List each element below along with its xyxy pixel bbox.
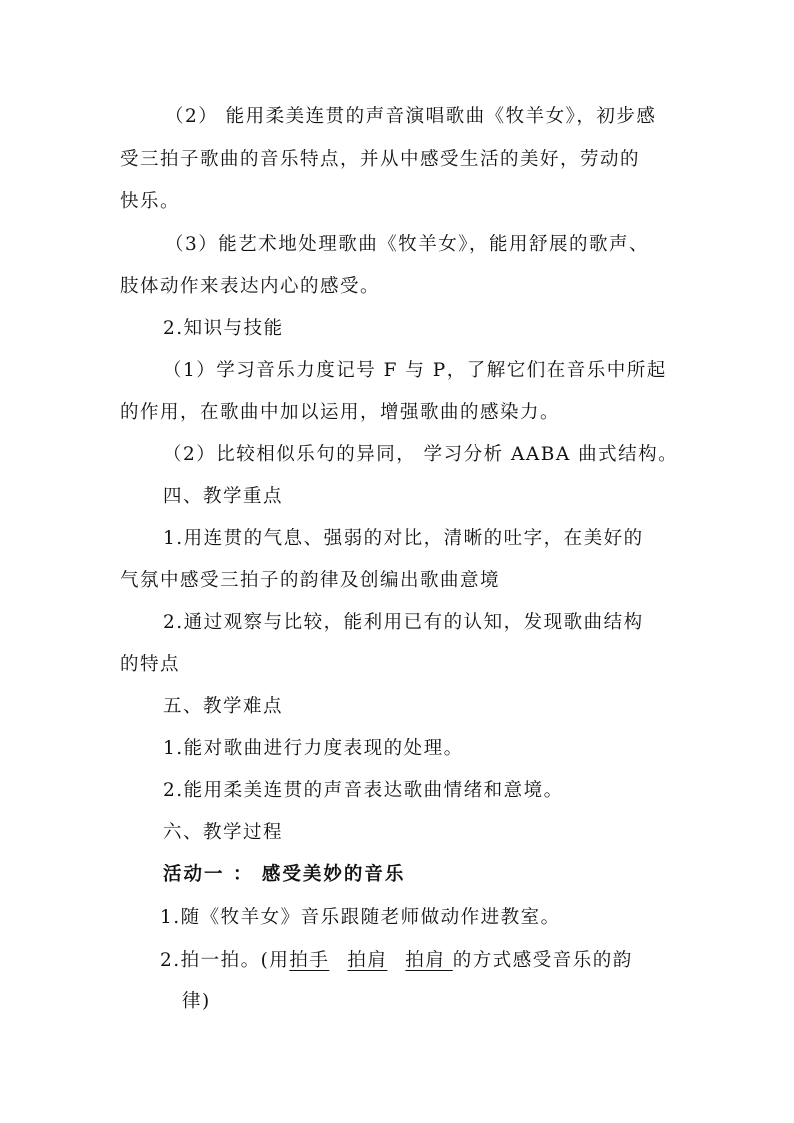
activity-step-2-line-1 xyxy=(160,949,633,973)
knowledge-1-line-1: （1）学习音乐力度记号 F 与 P，了解它们在音乐中所起 xyxy=(163,360,667,381)
activity-step-1: 1.随《牧羊女》音乐跟随老师做动作进教室。 xyxy=(160,907,561,928)
objective-2-line-1: （2） 能用柔美连贯的声音演唱歌曲《牧羊女》，初步感 xyxy=(165,106,657,127)
activity-step-2-line-2: 律) xyxy=(182,991,211,1012)
clap-item-shoulders-2: 拍肩 xyxy=(405,950,453,971)
clap-item-hands: 拍手 xyxy=(289,950,330,971)
section-knowledge-skills: 2.知识与技能 xyxy=(163,318,284,339)
difficulty-1-line: 1.能对歌曲进行力度表现的处理。 xyxy=(163,738,464,759)
focus-1-line-2: 气氛中感受三拍子的韵律及创编出歌曲意境 xyxy=(120,570,501,591)
heading-teaching-process: 六、教学过程 xyxy=(163,822,284,843)
knowledge-2-line: （2）比较相似乐句的异同， 学习分析 AABA 曲式结构。 xyxy=(163,444,679,465)
focus-2-line-2: 的特点 xyxy=(120,654,181,675)
heading-teaching-focus: 四、教学重点 xyxy=(163,486,284,507)
difficulty-2-line: 2.能用柔美连贯的声音表达歌曲情绪和意境。 xyxy=(163,780,564,801)
knowledge-1-line-2: 的作用，在歌曲中加以运用，增强歌曲的感染力。 xyxy=(120,402,561,423)
objective-2-line-2: 受三拍子歌曲的音乐特点，并从中感受生活的美好，劳动的 xyxy=(120,149,641,170)
clap-suffix: 的方式感受音乐的韵 xyxy=(452,950,633,971)
clap-prefix: 2.拍一拍。(用 xyxy=(160,950,290,971)
focus-2-line-1: 2.通过观察与比较，能利用已有的认知，发现歌曲结构 xyxy=(163,612,644,633)
focus-1-line-1: 1.用连贯的气息、强弱的对比，清晰的吐字，在美好的 xyxy=(163,528,644,549)
heading-teaching-difficulty: 五、教学难点 xyxy=(163,696,284,717)
clap-item-shoulders-1: 拍肩 xyxy=(347,950,388,971)
objective-3-line-1: （3）能艺术地处理歌曲《牧羊女》，能用舒展的歌声、 xyxy=(165,234,650,255)
objective-3-line-2: 肢体动作来表达内心的感受。 xyxy=(120,276,381,297)
activity-1-heading: 活动一 ： 感受美妙的音乐 xyxy=(163,864,406,885)
objective-2-line-3: 快乐。 xyxy=(120,191,181,212)
